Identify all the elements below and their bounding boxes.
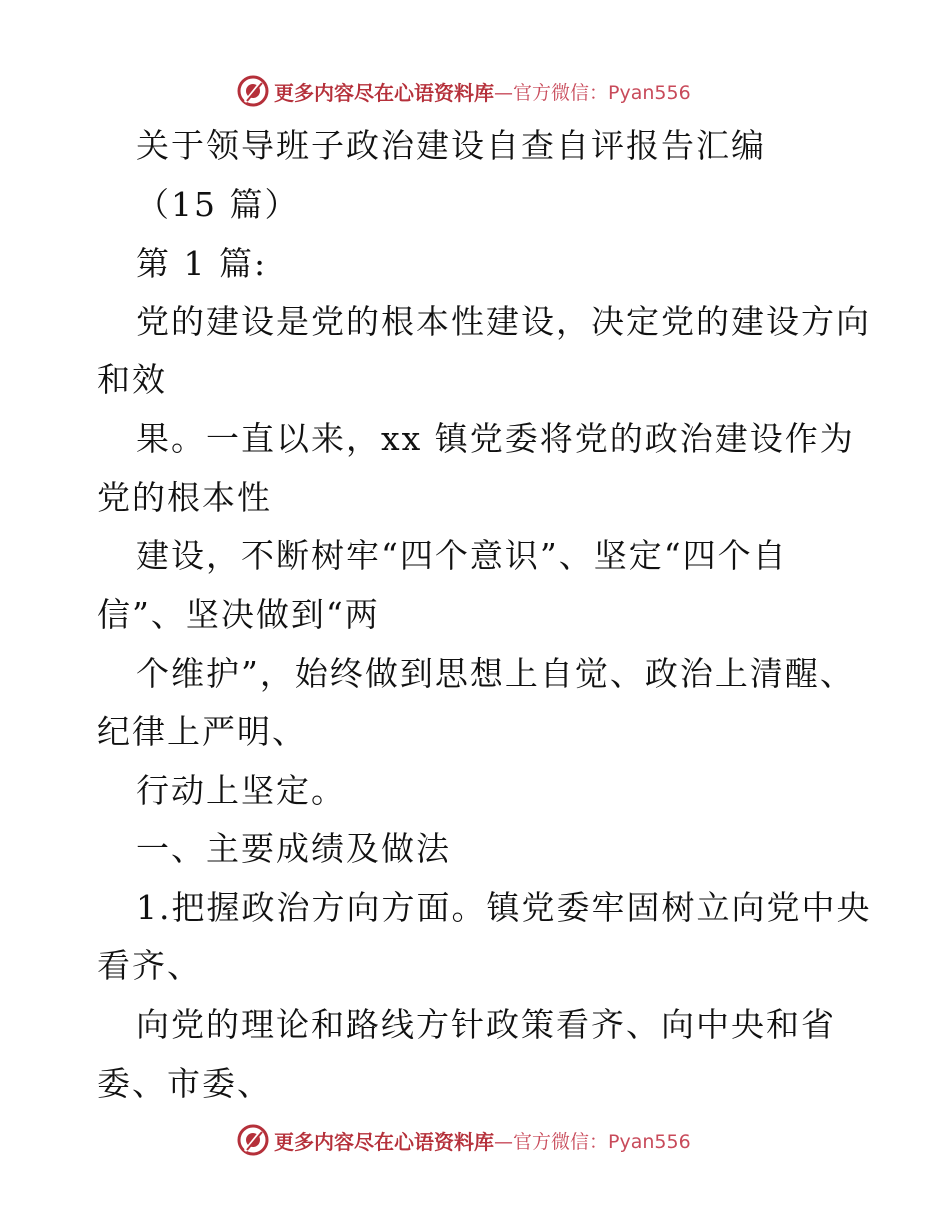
document-title: 关于领导班子政治建设自查自评报告汇编 (136, 126, 766, 165)
subsection-heading: 一、主要成绩及做法 (136, 829, 451, 868)
pen-seal-logo-icon (236, 74, 270, 108)
body-line: 1.把握政治方向方面。镇党委牢固树立向党中央 (136, 888, 872, 927)
watermark-footer (236, 1122, 691, 1158)
pen-seal-logo-icon (236, 1123, 270, 1157)
body-line: 和效 (97, 360, 167, 399)
body-line: 行动上坚定。 (136, 771, 346, 810)
body-line: 建设，不断树牢“四个意识”、坚定“四个自 (136, 536, 788, 575)
section-heading: 第 1 篇: (136, 244, 268, 283)
body-line: 党的建设是党的根本性建设，决定党的建设方向 (136, 302, 871, 341)
body-line: 向党的理论和路线方针政策看齐、向中央和省 (136, 1005, 836, 1044)
body-line: 个维护”，始终做到思想上自觉、政治上清醒、 (136, 654, 855, 693)
body-line: 果。一直以来，xx 镇党委将党的政治建设作为 (136, 419, 855, 458)
body-line: 委、市委、 (97, 1064, 272, 1103)
watermark-text: 更多内容尽在心语资料库 (274, 80, 494, 105)
body-line: 看齐、 (97, 946, 202, 985)
watermark-header (236, 73, 691, 109)
body-line: 纪律上严明、 (97, 712, 307, 751)
watermark-contact: —官方微信：Pyan556 (494, 81, 691, 104)
body-line: 党的根本性 (97, 478, 272, 517)
document-subtitle: （15 篇） (136, 185, 300, 224)
body-line: 信”、坚决做到“两 (97, 595, 380, 634)
watermark-contact: —官方微信：Pyan556 (494, 1130, 691, 1153)
watermark-text: 更多内容尽在心语资料库 (274, 1129, 494, 1154)
